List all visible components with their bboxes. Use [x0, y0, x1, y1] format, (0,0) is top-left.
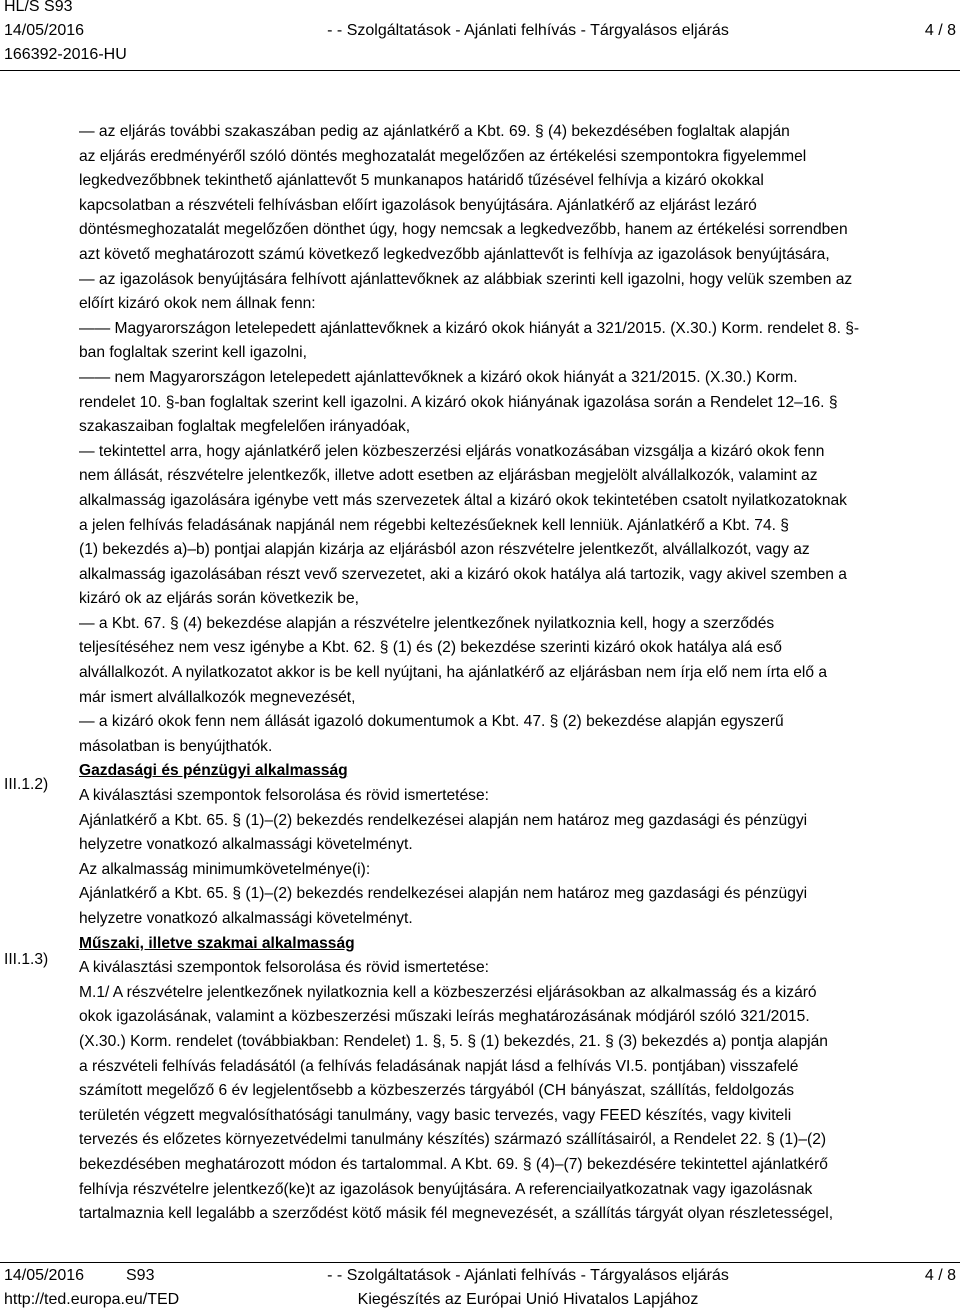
body-line: helyzetre vonatkozó alkalmassági követelményt.: [79, 836, 413, 854]
footer-page-number: 4 / 8: [924, 1267, 956, 1284]
section-heading-economic: Gazdasági és pénzügyi alkalmasság: [79, 762, 348, 780]
body-line: a részvételi felhívás feladásától (a felhívás feladásának napját lásd a felhívás VI.5. pontjában) visszafelé: [79, 1057, 799, 1075]
header-series: HL/S S93: [4, 0, 73, 15]
footer-series: S93: [126, 1267, 155, 1284]
body-line: szakaszaiban foglaltak megfelelően irányadóak,: [79, 418, 411, 436]
footer-publisher: Kiegészítés az Európai Unió Hivatalos Lapjához: [357, 1291, 699, 1308]
body-line: nem állását, részvételre jelentkezők, illetve adott esetben az eljárásban megjelölt alvállalkozók, valamint az: [79, 467, 818, 485]
body-line: alkalmasság igazolására igénybe vett más szervezetek által a kizáró okok tekintetében csatolt nyilatkozatoknak: [79, 491, 847, 509]
section-heading-technical: Műszaki, illetve szakmai alkalmasság: [79, 934, 355, 952]
body-line: tartalmaznia kell legalább a szerződést kötő másik fél megnevezését, a szállítás tárgyát olyan részletességel,: [79, 1205, 834, 1223]
body-line: ― a Kbt. 67. § (4) bekezdése alapján a részvételre jelentkezőnek nyilatkoznia kell, hogy a szerződés: [79, 614, 775, 632]
header-date: 14/05/2016: [4, 22, 85, 39]
body-line: számított megelőző 6 év legjelentősebb a közbeszerzés tárgyából (CH bányászat, szállítás, feldolgozás: [79, 1082, 795, 1100]
body-line: kizáró ok az eljárás során következik be,: [79, 590, 359, 608]
body-line: tervezés és előzetes környezetvédelmi tanulmány készítés) származó szállításairól, a Rendelet 22. § (1)–(2): [79, 1131, 827, 1149]
body-line: az eljárás eredményéről szóló döntés meghozatalát megelőzően az értékelési szempontokra figyelemmel: [79, 147, 807, 165]
body-line: legkedvezőbbnek tekinthető ajánlattevőt 5 munkanapos határidő tűzésével felhívja a kizáró okokkal: [79, 172, 764, 190]
footer-divider: [0, 1262, 960, 1263]
body-line: ban foglaltak szerint kell igazolni,: [79, 344, 307, 362]
body-line: ― az eljárás további szakaszában pedig az ajánlatkérő a Kbt. 69. § (4) bekezdésében foglaltak alapján: [79, 123, 790, 140]
body-line: helyzetre vonatkozó alkalmassági követelményt.: [79, 910, 413, 927]
body-line: előírt kizáró okok nem állnak fenn:: [79, 295, 316, 313]
body-line: A kiválasztási szempontok felsorolása és rövid ismertetése:: [79, 959, 489, 977]
body-line: kapcsolatban a részvételi felhívásban előírt igazolások benyújtására. Ajánlatkérő az eljárást lezáró: [79, 196, 757, 214]
body-line: bekezdésében meghatározott módon és tartalommal. A Kbt. 69. § (4)–(7) bekezdésére tekintettel ajánlatkérő: [79, 1155, 828, 1173]
section-number-economic: III.1.2): [4, 776, 49, 793]
body-line: okok igazolásának, valamint a közbeszerzési műszaki leírás meghatározásának módjáról szóló 321/2015.: [79, 1008, 810, 1026]
body-line: másolatban is benyújthatók.: [79, 737, 273, 755]
body-line: teljesítéséhez nem vesz igénybe a Kbt. 62. § (1) és (2) bekezdése szerinti kizáró okok hatálya alá eső: [79, 639, 782, 657]
body-line: (1) bekezdés a)–b) pontjai alapján kizárja az eljárásból azon részvételre jelentkezőt, alvállalkozót, vagy az: [79, 541, 810, 559]
footer-url[interactable]: http://ted.europa.eu/TED: [4, 1291, 180, 1308]
header-notice-number: 166392-2016-HU: [4, 46, 127, 63]
body-line: Ajánlatkérő a Kbt. 65. § (1)–(2) bekezdés rendelkezései alapján nem határoz meg gazdasági és pénzügyi: [79, 885, 808, 903]
body-line: döntésmeghozatalát megelőzően dönthet úgy, hogy nemcsak a legkedvezőbb, hanem az értékelési sorrendben: [79, 221, 848, 239]
body-line: M.1/ A részvételre jelentkezőnek nyilatkoznia kell a közbeszerzési eljárásokban az alkalmasság és a kizáró: [79, 983, 817, 1001]
body-line: alvállalkozót. A nyilatkozatot akkor is be kell nyújtani, ha ajánlatkérő az eljárásban nem írja elő nem írta elő a: [79, 664, 828, 682]
footer-date: 14/05/2016: [4, 1267, 85, 1284]
body-line: ―― nem Magyarországon letelepedett ajánlattevőknek a kizáró okok hiányát a 321/2015. (X.30.) Korm.: [79, 368, 798, 386]
body-line: ― a kizáró okok fenn nem állását igazoló dokumentumok a Kbt. 47. § (2) bekezdése alapján egyszerű: [79, 713, 784, 731]
body-line: ―― Magyarországon letelepedett ajánlattevőknek a kizáró okok hiányát a 321/2015. (X.30.) Korm. rendelet 8. §-: [79, 319, 860, 337]
body-line: a jelen felhívás feladásának napjánál nem régebbi keltezésűeknek kell lenniük. Ajánlatkérő a Kbt. 74. §: [79, 516, 789, 534]
body-line: Az alkalmasság minimumkövetelménye(i):: [79, 860, 371, 878]
body-line: területén végzett megvalósíthatósági tanulmány, vagy basic tervezés, vagy FEED készítés, vagy kiviteli: [79, 1106, 792, 1124]
header-title: - - Szolgáltatások - Ajánlati felhívás - Tárgyalásos eljárás: [327, 22, 729, 39]
body-line: alkalmasság igazolásában részt vevő szervezetet, aki a kizáró okok hatálya alá tartozik, vagy akivel szemben a: [79, 565, 847, 583]
body-line: felhívja részvételre jelentkező(ke)t az igazolások benyújtására. A referenciailyatkozatnak vagy igazolásnak: [79, 1180, 813, 1198]
header-page-number: 4 / 8: [924, 22, 956, 39]
body-line: ― az igazolások benyújtására felhívott ajánlattevőknek az alábbiak szerinti kell igazolni, hogy velük szemben az: [79, 270, 853, 288]
body-line: (X.30.) Korm. rendelet (továbbiakban: Rendelet) 1. §, 5. § (1) bekezdés, 21. § (3) bekezdés a) pontja alapján: [79, 1032, 828, 1050]
body-line: már ismert alvállalkozók megnevezését,: [79, 688, 356, 706]
body-line: ― tekintettel arra, hogy ajánlatkérő jelen közbeszerzési eljárás vonatkozásában vizsgálja a kizáró okok fenn: [79, 442, 825, 460]
body-line: Ajánlatkérő a Kbt. 65. § (1)–(2) bekezdés rendelkezései alapján nem határoz meg gazdasági és pénzügyi: [79, 811, 808, 829]
document-body: [79, 120, 957, 1227]
body-line: rendelet 10. §-ban foglaltak szerint kell igazolni. A kizáró okok hiányának igazolása során a Rendelet 12–16. §: [79, 393, 838, 411]
section-number-technical: III.1.3): [4, 951, 49, 968]
body-line: A kiválasztási szempontok felsorolása és rövid ismertetése:: [79, 787, 489, 805]
footer-title: - - Szolgáltatások - Ajánlati felhívás - Tárgyalásos eljárás: [327, 1267, 729, 1284]
body-line: azt követő meghatározott számú következő legkedvezőbb ajánlattevőt is felhívja az igazolások benyújtására,: [79, 245, 830, 263]
header-divider: [0, 70, 960, 71]
